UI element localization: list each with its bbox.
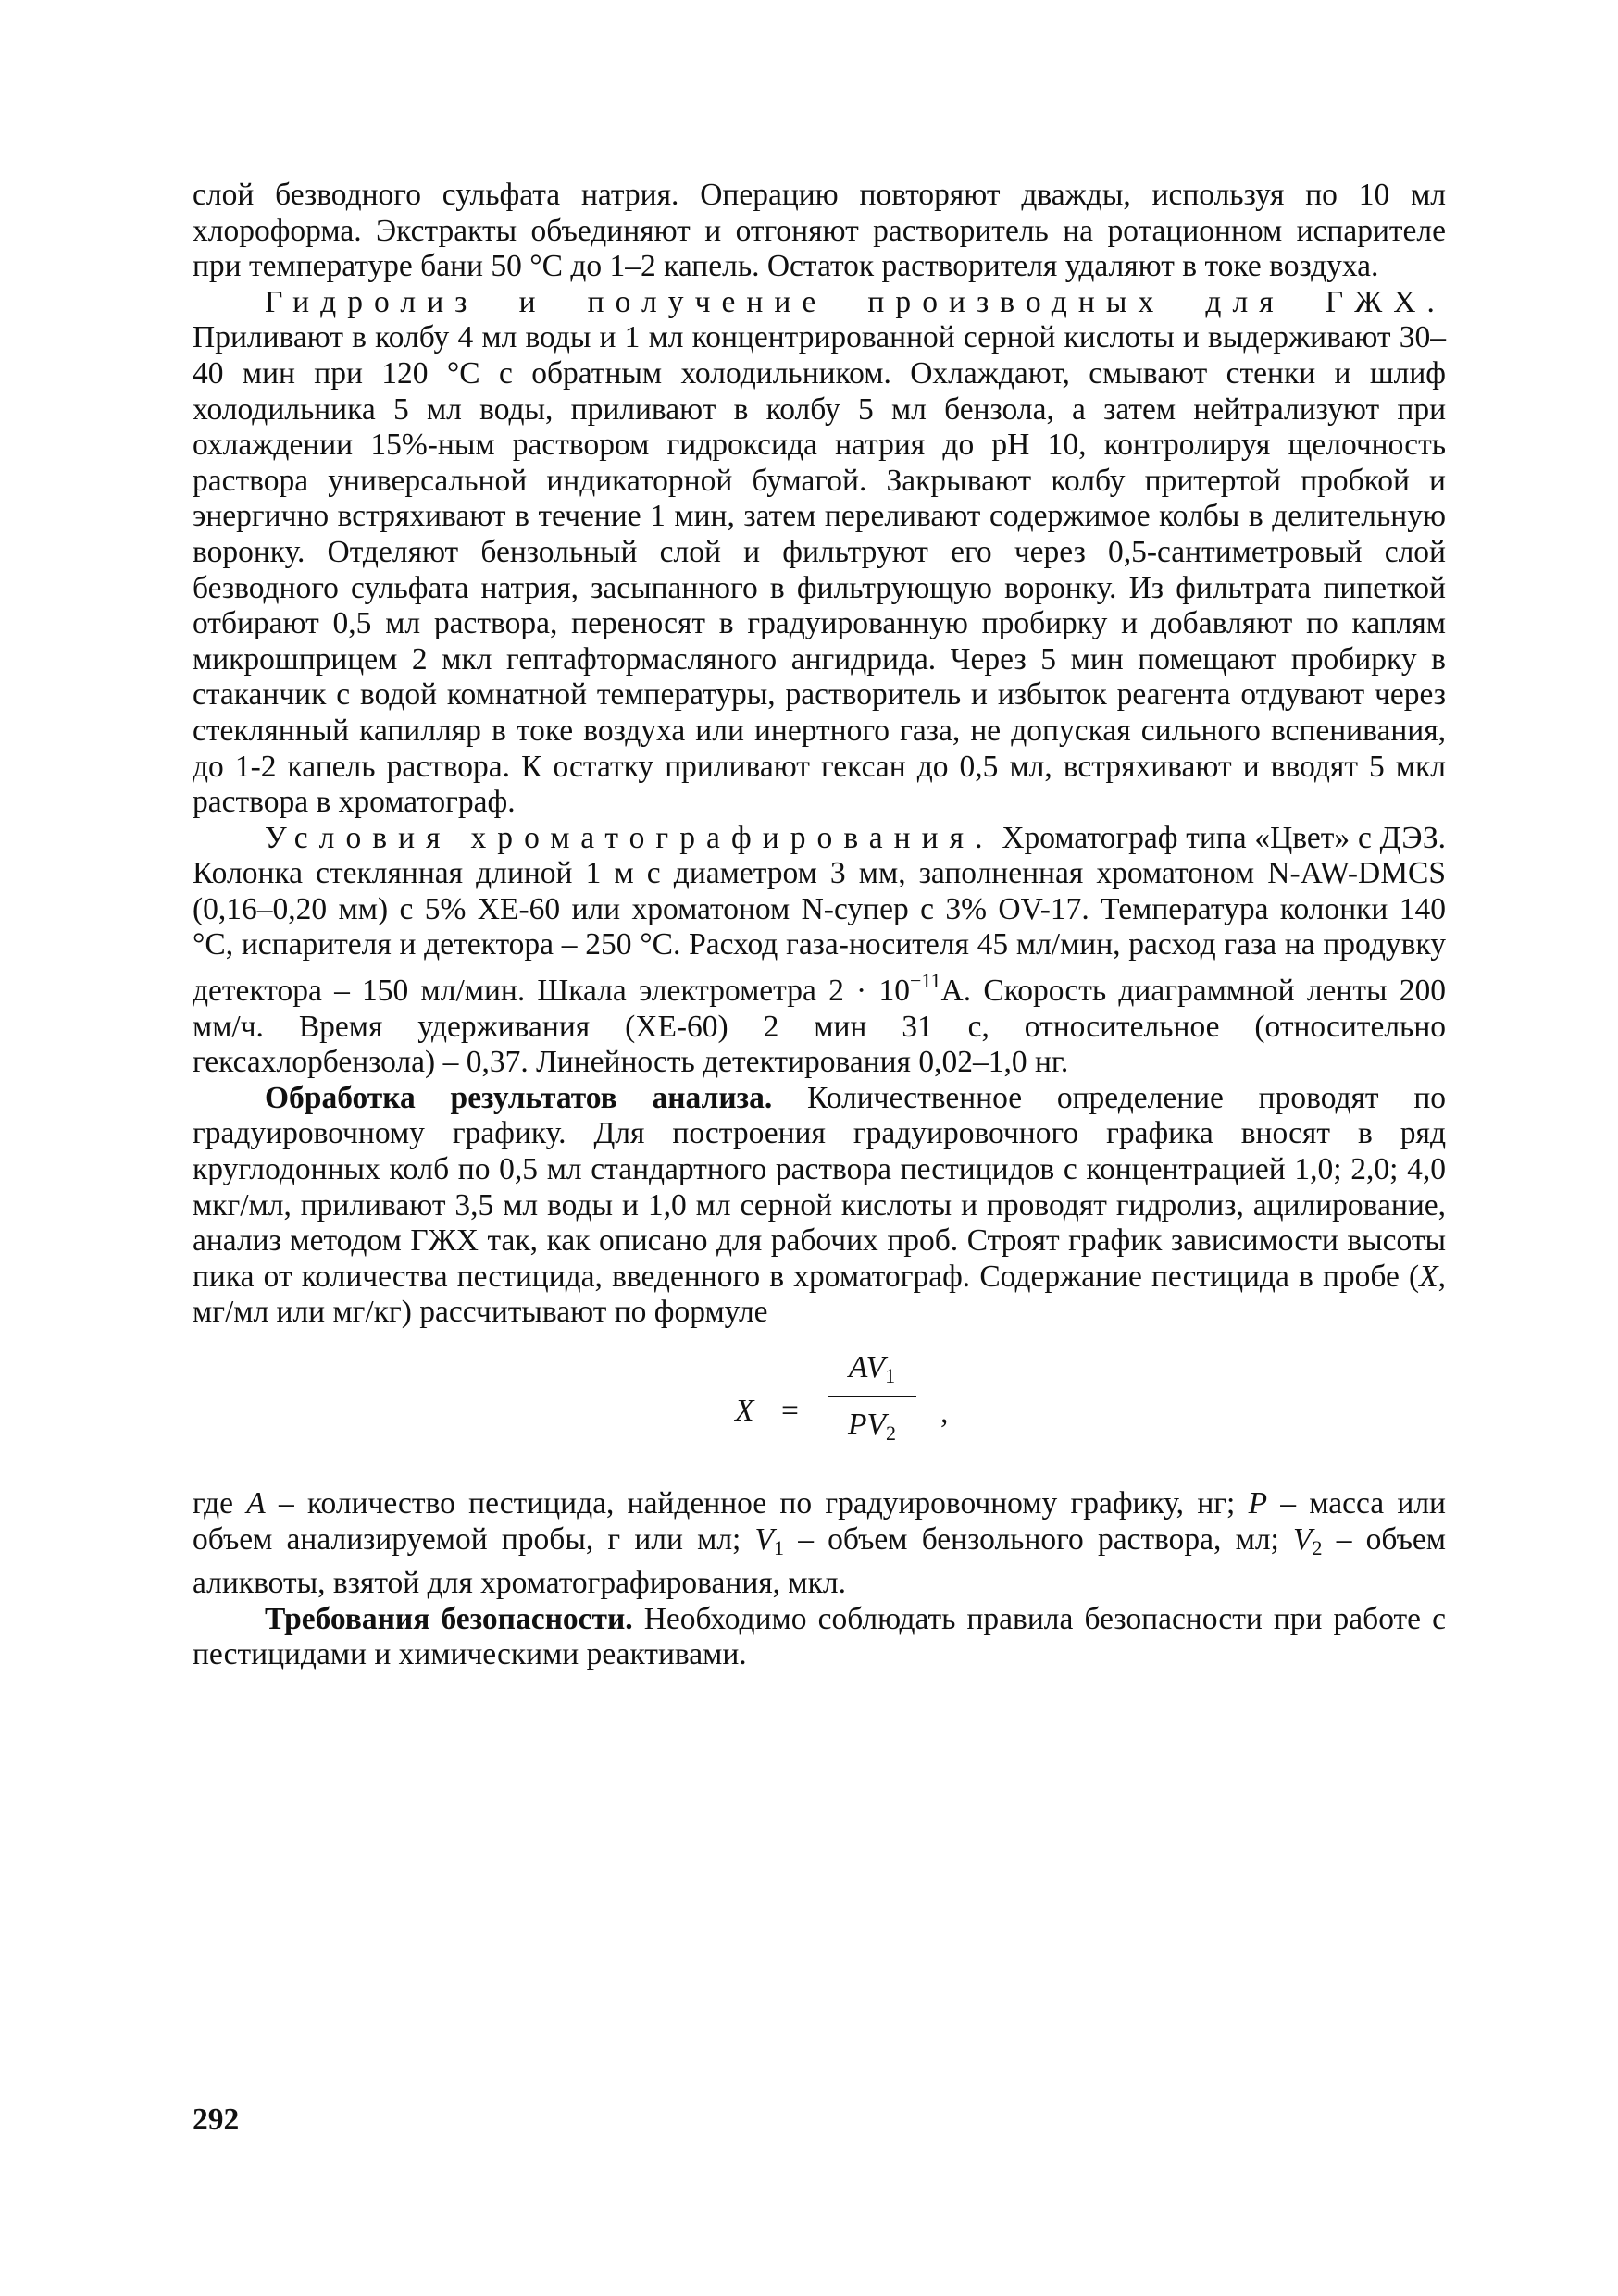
section-heading-conditions: Условия хроматографирования.	[265, 820, 994, 855]
page-number: 292	[193, 2103, 240, 2137]
conditions-body-part-2: А. Скорость диаграммной ленты 200 мм/ч. Время удерживания (XE-60) 2 мин 31 с, относительное (относительно гексахлорбензола) – 0,37. Линейность детектирования 0,02–1,0 нг.	[193, 974, 1446, 1080]
formula-numerator-main: AV	[848, 1350, 886, 1384]
paragraph-formula-legend: где A – количество пестицида, найденное по градуировочному графику, нг; P – масса или объем анализируемой пробы, г или мл; $V_1$ – объем бензольного раствора, мл; $V_2$ – объем аликвоты, взятой для хроматографирования, мкл.	[193, 1486, 1447, 1601]
formula-fraction	[816, 1347, 927, 1446]
results-body: Количественное определение проводят по градуировочному графику. Для построения градуировочного графика вносят в ряд круглодонных колб по 0,5 мл стандартного раствора пестицидов с концентрацией 1,0; 2,0; 4,0 мкг/мл, приливают 3,5 мл воды и 1,0 мл серной кислоты и проводят гидролиз, ацилирование, анализ методом ГЖХ так, как описано для рабочих проб. Строят график зависимости высоты пика от количества пестицида, введенного в хроматограф. Содержание пестицида в пробе (	[193, 1080, 1447, 1294]
section-heading-results: Обработка результатов анализа.	[265, 1080, 773, 1115]
formula-lhs: X	[735, 1394, 754, 1428]
results-body-tail: , мг/мл или мг/кг) рассчитывают по формуле	[193, 1259, 1446, 1330]
legend-text-p: – масса или объем анализируемой пробы, г или мл;	[193, 1486, 1446, 1557]
legend-symbol-a: A	[246, 1486, 266, 1520]
formula-numerator	[816, 1347, 927, 1388]
legend-text-v2: – объем аликвоты, взятой для хроматографирования, мкл.	[193, 1521, 1447, 1601]
variable-x: X	[1419, 1259, 1438, 1294]
formula-fraction-bar	[828, 1396, 916, 1397]
paragraph-chromatography-conditions	[193, 821, 1446, 1081]
formula-comma: ,	[940, 1396, 949, 1430]
legend-symbol-v1: V	[754, 1521, 775, 1557]
legend-symbol-p: P	[1248, 1486, 1268, 1520]
paragraph-extraction: слой безводного сульфата натрия. Операцию повторяют дважды, используя по 10 мл хлороформа. Экстракты объединяют и отгоняют растворитель на ротационном испарителе при температуре бани 50 °С до 1–2 капель. Остаток растворителя удаляют в токе воздуха.	[193, 178, 1446, 284]
formula-equals: =	[781, 1394, 799, 1428]
safety-body: Необходимо соблюдать правила безопасности при работе с пестицидами и химическими реактивами.	[193, 1601, 1446, 1672]
section-heading-safety: Требования безопасности.	[265, 1601, 633, 1636]
paragraph-hydrolysis	[193, 285, 1446, 821]
electrometer-exponent: −11	[909, 969, 941, 993]
legend-text-v1: – объем бензольного раствора, мл;	[784, 1521, 1294, 1557]
conditions-body-part-1: Хроматограф типа «Цвет» с ДЭЗ. Колонка стеклянная длиной 1 м с диаметром 3 мм, заполненная хроматоном N-AW-DMCS (0,16–0,20 мм) с 5% XE-60 или хроматоном N-супер с 3% OV-17. Температура колонки 140 °С, испарителя и детектора – 250 °С. Расход газа-носителя 45 мл/мин, расход газа на продувку детектора – 150 мл/мин. Шкала электрометра 2 · 10	[193, 820, 1447, 1009]
formula-numerator-sub: 1	[885, 1364, 896, 1387]
page-content	[193, 178, 1446, 1673]
legend-symbol-v2: V	[1293, 1521, 1313, 1557]
formula-denominator	[816, 1405, 927, 1446]
formula-denominator-sub: 2	[885, 1421, 896, 1445]
formula-block	[193, 1347, 1446, 1477]
legend-sub-v2: 2	[1312, 1535, 1323, 1559]
legend-text-a: – количество пестицида, найденное по градуировочному графику, нг;	[265, 1486, 1249, 1520]
section-heading-hydrolysis: Гидролиз и получение производных для ГЖХ.	[265, 284, 1446, 319]
formula-denominator-main: PV	[848, 1408, 886, 1442]
paragraph-results-processing	[193, 1081, 1446, 1331]
paragraph-safety	[193, 1602, 1446, 1673]
legend-sub-v1: 1	[774, 1535, 785, 1559]
paragraph-hydrolysis-body: Приливают в колбу 4 мл воды и 1 мл концентрированной серной кислоты и выдерживают 30–40 мин при 120 °С с обратным холодильником. Охлаждают, смывают стенки и шлиф холодильника 5 мл воды, приливают в колбу 5 мл бензола, а затем нейтрализуют при охлаждении 15%-ным раствором гидроксида натрия до рН 10, контролируя щелочность раствора универсальной индикаторной бумагой. Закрывают колбу притертой пробкой и энергично встряхивают в течение 1 мин, затем переливают содержимое колбы в делительную воронку. Отделяют бензольный слой и фильтруют его через 0,5-сантиметровый слой безводного сульфата натрия, засыпанного в фильтрующую воронку. Из фильтрата пипеткой отбирают 0,5 мл раствора, переносят в градуированную пробирку и добавляют по каплям микрошприцем 2 мкл гептафтормасляного ангидрида. Через 5 мин помещают пробирку в стаканчик с водой комнатной температуры, растворитель и избыток реагента отдувают через стеклянный капилляр в токе воздуха или инертного газа, не допуская сильного вспенивания, до 1-2 капель раствора. К остатку приливают гексан до 0,5 мл, встряхивают и вводят 5 мкл раствора в хроматограф.	[193, 320, 1446, 820]
